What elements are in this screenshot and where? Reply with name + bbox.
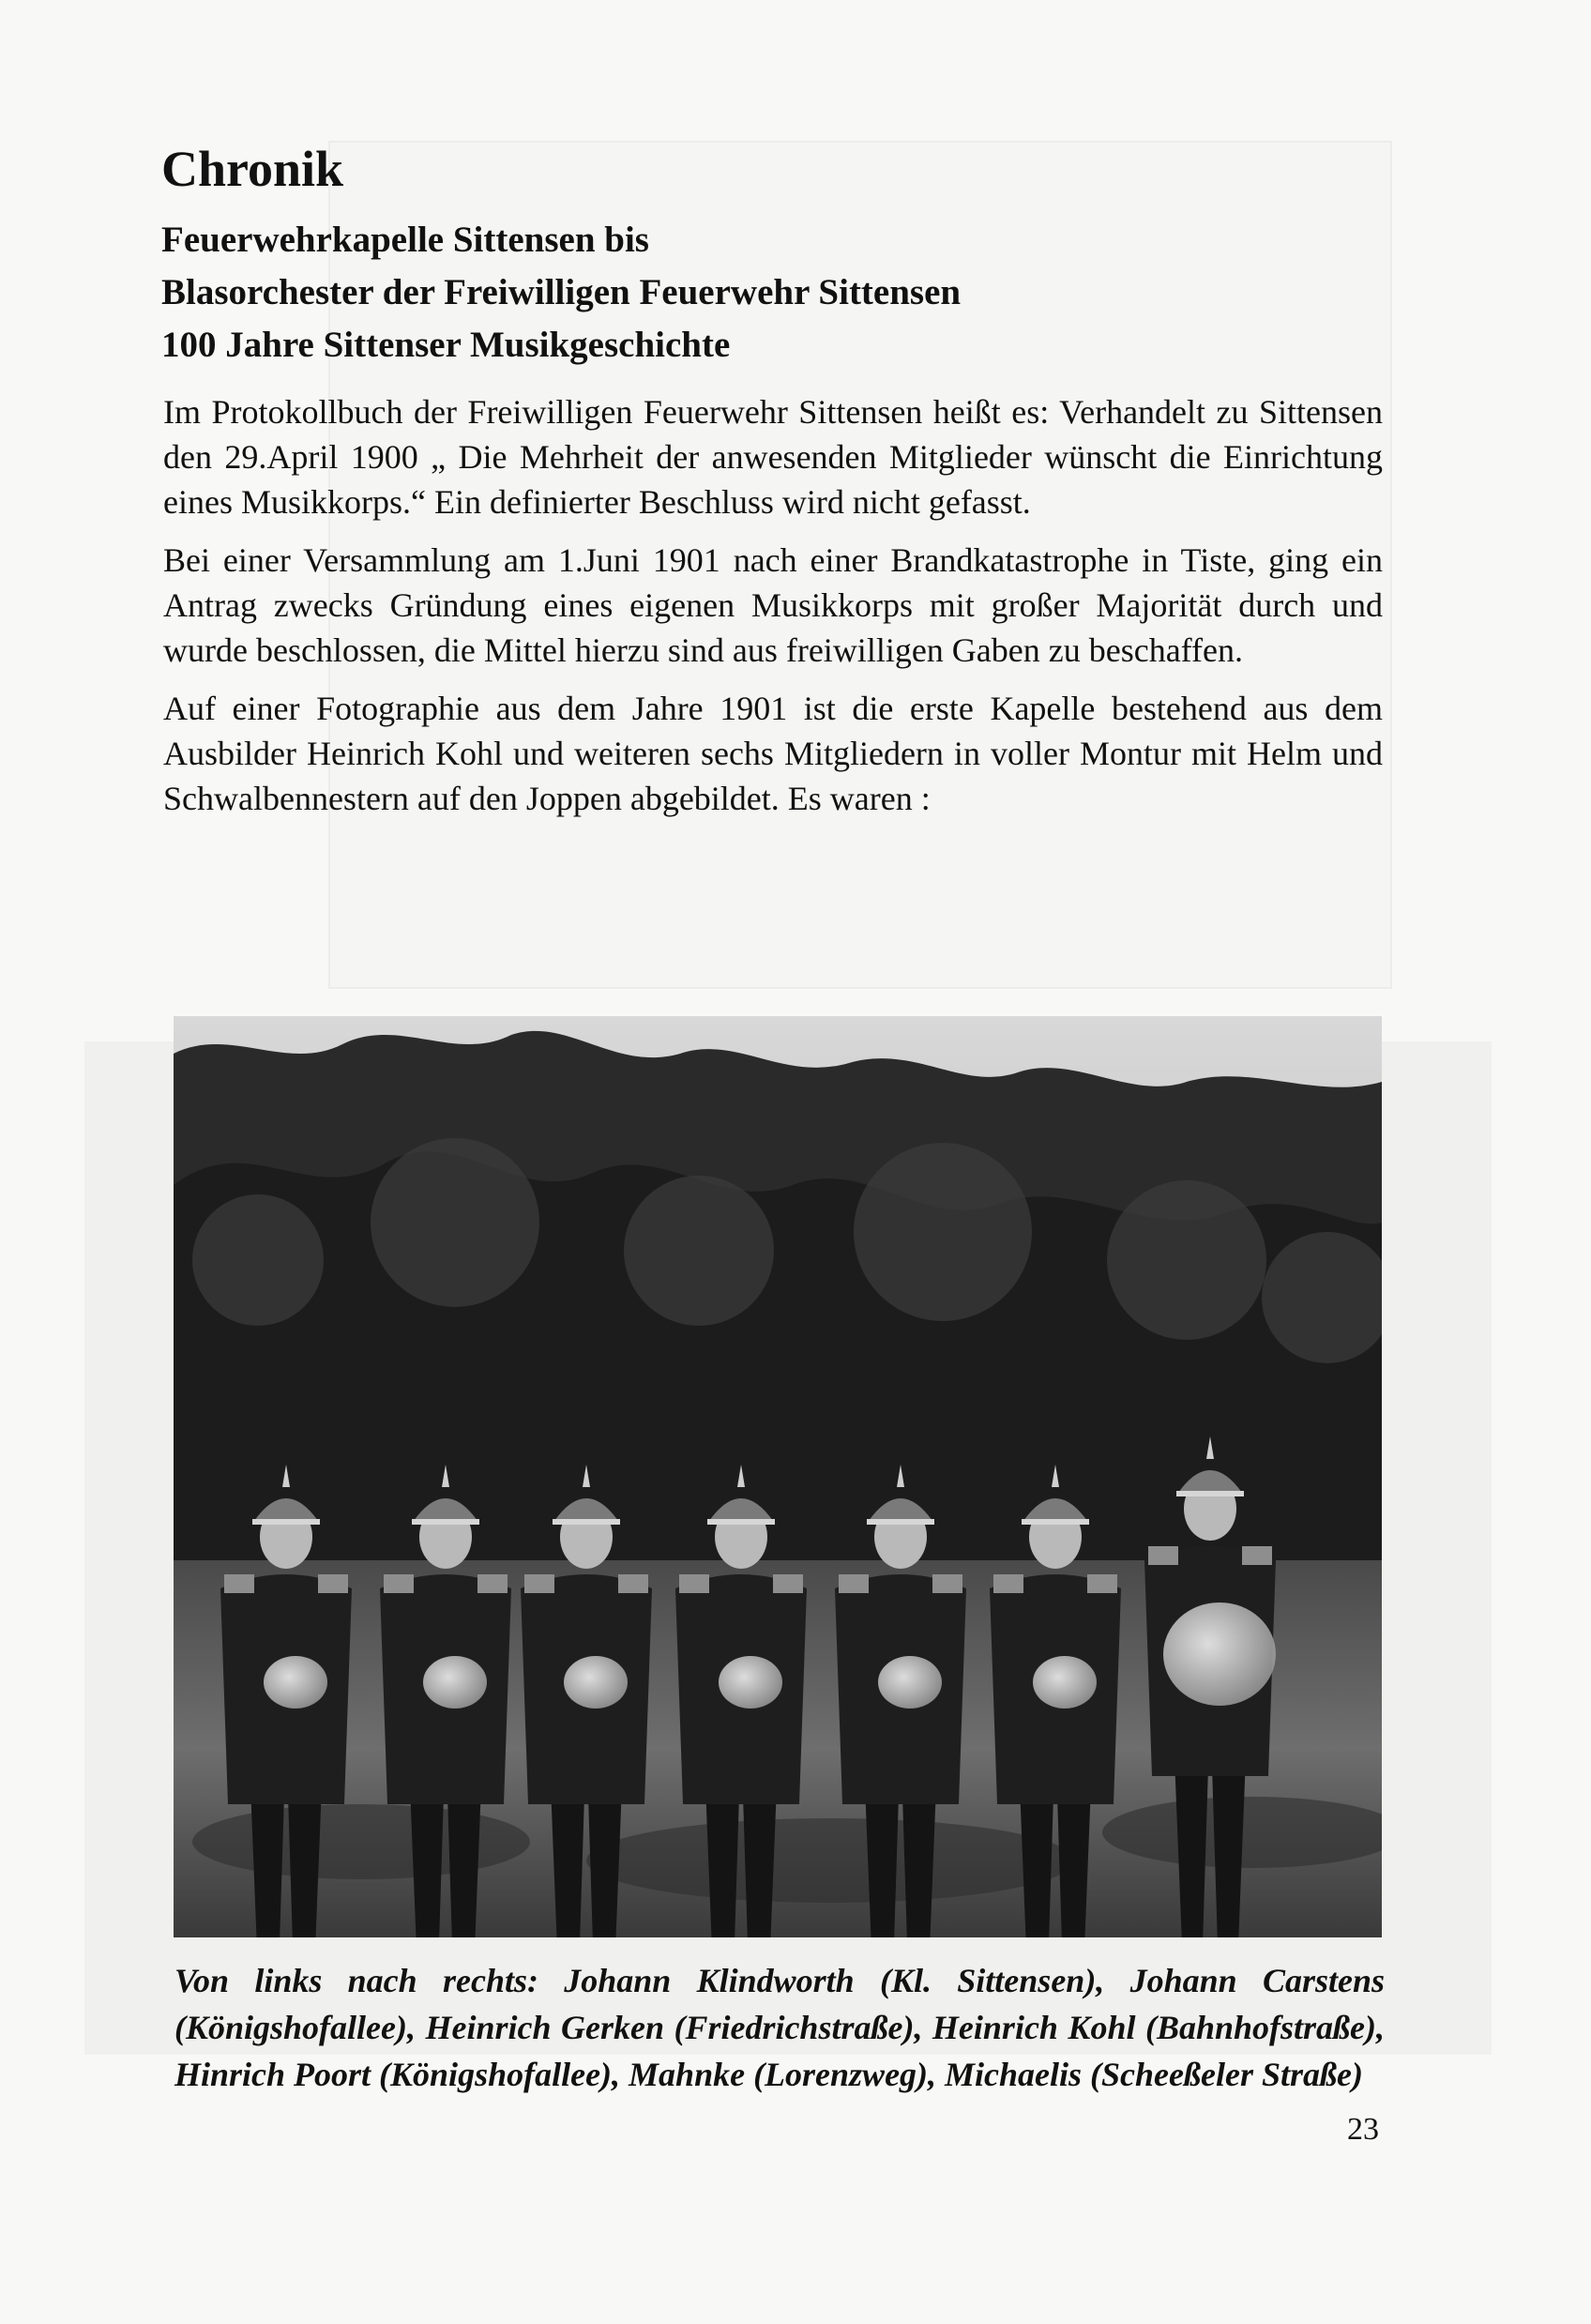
subtitle-line-3: 100 Jahre Sittenser Musikgeschichte bbox=[161, 325, 731, 365]
band-photograph-image bbox=[174, 1016, 1382, 1937]
subtitle-block bbox=[161, 214, 961, 372]
page-heading: Chronik bbox=[161, 141, 344, 197]
subtitle-line-2: Blasorchester der Freiwilligen Feuerwehr Sittensen bbox=[161, 272, 962, 312]
band-photograph bbox=[174, 1016, 1382, 1937]
paragraph-versammlung: Bei einer Versammlung am 1.Juni 1901 nach einer Brandkatastrophe in Tiste, ging ein Antrag zwecks Gründung eines eigenen Musikkorps mit großer Majorität durch und wurde beschlossen, die Mittel hierzu sind aus freiwilligen Gaben zu beschaffen. bbox=[163, 541, 1383, 669]
subtitle-line-1: Feuerwehrkapelle Sittensen bis bbox=[161, 220, 649, 260]
paragraph-fotographie: Auf einer Fotographie aus dem Jahre 1901 ist die erste Kapelle bestehend aus dem Ausbilder Heinrich Kohl und weiteren sechs Mitgliedern in voller Montur mit Helm und Schwalbennestern auf den Joppen abgebildet. Es waren : bbox=[163, 690, 1383, 817]
photo-caption: Von links nach rechts: Johann Klindworth (Kl. Sittensen), Johann Carstens (Königshofallee), Heinrich Gerken (Friedrichstraße), Heinrich Kohl (Bahnhofstraße), Hinrich Poort (Königshofallee), Mahnke (Lorenzweg), Michaelis (Scheeßeler Straße) bbox=[174, 1962, 1385, 2093]
paragraph-protokoll: Im Protokollbuch der Freiwilligen Feuerwehr Sittensen heißt es: Verhandelt zu Sittensen den 29.April 1900 „ Die Mehrheit der anwesenden Mitglieder wünscht die Einrichtung eines Musikkorps.“ Ein definierter Beschluss wird nicht gefasst. bbox=[163, 393, 1383, 521]
body-text bbox=[163, 389, 1383, 834]
page-number: 23 bbox=[1347, 2112, 1379, 2147]
